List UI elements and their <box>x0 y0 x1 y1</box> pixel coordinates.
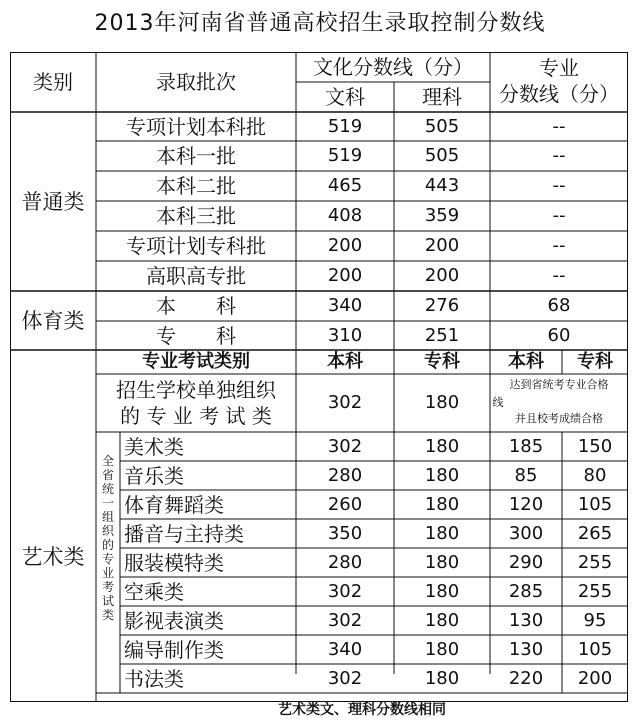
art-culture-benke-score: 260 <box>327 493 363 515</box>
art-culture-zhuanke-score: 180 <box>424 609 460 631</box>
art-major-zhuanke-score: 95 <box>583 609 607 631</box>
putong-batch-name: 本科一批 <box>156 144 236 168</box>
putong-major-score: -- <box>552 175 566 196</box>
batch-header: 录取批次 <box>156 70 236 94</box>
putong-batch-name: 本科三批 <box>156 204 236 228</box>
art-culture-benke-score: 302 <box>327 609 363 631</box>
art-culture-benke-score: 350 <box>327 522 363 544</box>
art-culture-benke-score: 302 <box>327 435 363 457</box>
art-culture-zhuanke-score: 180 <box>424 580 460 602</box>
tiyu-batch-name: 本 科 <box>156 294 236 318</box>
school-exam-benke-score: 302 <box>327 392 363 413</box>
putong-like-score: 443 <box>424 175 460 196</box>
art-major-zhuanke-score: 200 <box>577 667 613 689</box>
putong-major-score: -- <box>552 145 566 166</box>
putong-major-score: -- <box>552 235 566 256</box>
tiyu-batch-name: 专 科 <box>156 323 236 348</box>
art-major-zhuanke-score: 255 <box>577 580 613 602</box>
putong-like-score: 505 <box>424 115 460 137</box>
putong-like-score: 200 <box>424 235 460 256</box>
art-culture-zhuanke-score: 180 <box>424 522 460 544</box>
art-major-benke-score: 130 <box>508 609 544 631</box>
putong-batch-name: 高职高专批 <box>146 264 246 288</box>
wenke-header: 文科 <box>325 85 365 109</box>
art-major-zhuanke-score: 80 <box>583 464 607 486</box>
tiyu-wenke-score: 340 <box>327 295 363 316</box>
school-exam-note-line2: 线 <box>492 396 504 409</box>
like-header: 理科 <box>422 85 462 109</box>
putong-like-score: 200 <box>424 265 460 286</box>
putong-major-score: -- <box>552 115 566 137</box>
putong-category-label: 普通类 <box>21 189 85 214</box>
art-major-zhuanke-score: 265 <box>577 522 613 544</box>
putong-batch-name: 专项计划专科批 <box>126 234 266 258</box>
art-culture-zhuanke-score: 180 <box>424 638 460 660</box>
art-exam-type: 影视表演类 <box>124 608 224 633</box>
art-major-zhuanke-score: 255 <box>577 551 613 573</box>
art-culture-zhuanke-score: 180 <box>424 667 460 689</box>
art-culture-benke-score: 280 <box>327 464 363 486</box>
school-exam-type-line1: 招生学校单独组织 <box>116 378 276 402</box>
art-culture-zhuanke-score: 180 <box>424 493 460 515</box>
art-culture-benke-score: 280 <box>327 551 363 573</box>
unified-exam-vertical-label: 全省统一组织的专业考试类 <box>101 454 114 622</box>
art-major-benke-score: 85 <box>514 464 538 486</box>
putong-major-score: -- <box>552 205 566 226</box>
yishu-category-label: 艺术类 <box>21 545 85 569</box>
art-exam-type: 编导制作类 <box>124 637 224 662</box>
art-exam-type: 播音与主持类 <box>124 521 244 546</box>
art-major-benke-score: 290 <box>508 551 544 573</box>
putong-wenke-score: 200 <box>327 265 363 286</box>
school-exam-note-line1: 达到省统考专业合格 <box>509 378 609 391</box>
art-major-zhuanke-score: 150 <box>577 435 613 457</box>
art-major-benke-score: 185 <box>508 435 544 457</box>
putong-batch-name: 专项计划本科批 <box>126 114 266 139</box>
putong-major-score: -- <box>552 265 566 286</box>
school-exam-zhuanke-score: 180 <box>424 392 460 413</box>
art-major-benke-header: 本科 <box>508 351 544 372</box>
art-culture-zhuanke-score: 180 <box>424 435 460 457</box>
art-major-benke-score: 130 <box>508 638 544 660</box>
tiyu-major-score: 68 <box>547 295 571 316</box>
school-exam-type-line2: 的 专 业 考 试 类 <box>120 404 272 428</box>
putong-wenke-score: 519 <box>327 115 363 137</box>
putong-like-score: 359 <box>424 205 460 226</box>
category-header: 类别 <box>33 70 73 94</box>
major-score-header-line1: 专业 <box>539 56 579 80</box>
putong-wenke-score: 465 <box>327 175 363 196</box>
culture-score-header: 文化分数线（分） <box>313 55 473 79</box>
art-exam-type: 书法类 <box>124 666 184 691</box>
putong-wenke-score: 519 <box>327 145 363 166</box>
art-major-zhuanke-score: 105 <box>577 493 613 515</box>
art-culture-benke-score: 302 <box>327 667 363 689</box>
tiyu-category-label: 体育类 <box>21 308 85 333</box>
art-exam-type: 体育舞蹈类 <box>124 492 224 517</box>
art-major-zhuanke-header: 专科 <box>577 351 613 372</box>
tiyu-like-score: 251 <box>424 324 460 346</box>
school-exam-note-line3: 并且校考成绩合格 <box>515 412 603 425</box>
art-footer-note: 艺术类文、理科分数线相同 <box>278 701 446 718</box>
tiyu-major-score: 60 <box>547 324 571 346</box>
major-score-header-line2: 分数线（分） <box>499 82 619 106</box>
art-major-benke-score: 285 <box>508 580 544 602</box>
putong-wenke-score: 200 <box>327 235 363 256</box>
putong-wenke-score: 408 <box>327 205 363 226</box>
art-major-zhuanke-score: 105 <box>577 638 613 660</box>
art-type-header: 专业考试类别 <box>142 351 250 372</box>
art-exam-type: 空乘类 <box>124 579 184 604</box>
art-culture-benke-header: 本科 <box>327 351 363 372</box>
art-culture-zhuanke-score: 180 <box>424 551 460 573</box>
art-culture-zhuanke-score: 180 <box>424 464 460 486</box>
art-culture-benke-score: 302 <box>327 580 363 602</box>
art-exam-type: 音乐类 <box>124 463 184 488</box>
art-culture-zhuanke-header: 专科 <box>424 351 460 372</box>
art-culture-benke-score: 340 <box>327 638 363 660</box>
putong-like-score: 505 <box>424 145 460 166</box>
art-major-benke-score: 120 <box>508 493 544 515</box>
page-title: 2013年河南省普通高校招生录取控制分数线 <box>94 11 546 36</box>
art-exam-type: 服装模特类 <box>124 550 224 575</box>
putong-batch-name: 本科二批 <box>156 174 236 198</box>
score-table <box>10 52 628 718</box>
art-major-benke-score: 220 <box>508 667 544 689</box>
art-major-benke-score: 300 <box>508 522 544 544</box>
tiyu-like-score: 276 <box>424 295 460 316</box>
tiyu-wenke-score: 310 <box>327 324 363 346</box>
art-exam-type: 美术类 <box>124 434 184 459</box>
